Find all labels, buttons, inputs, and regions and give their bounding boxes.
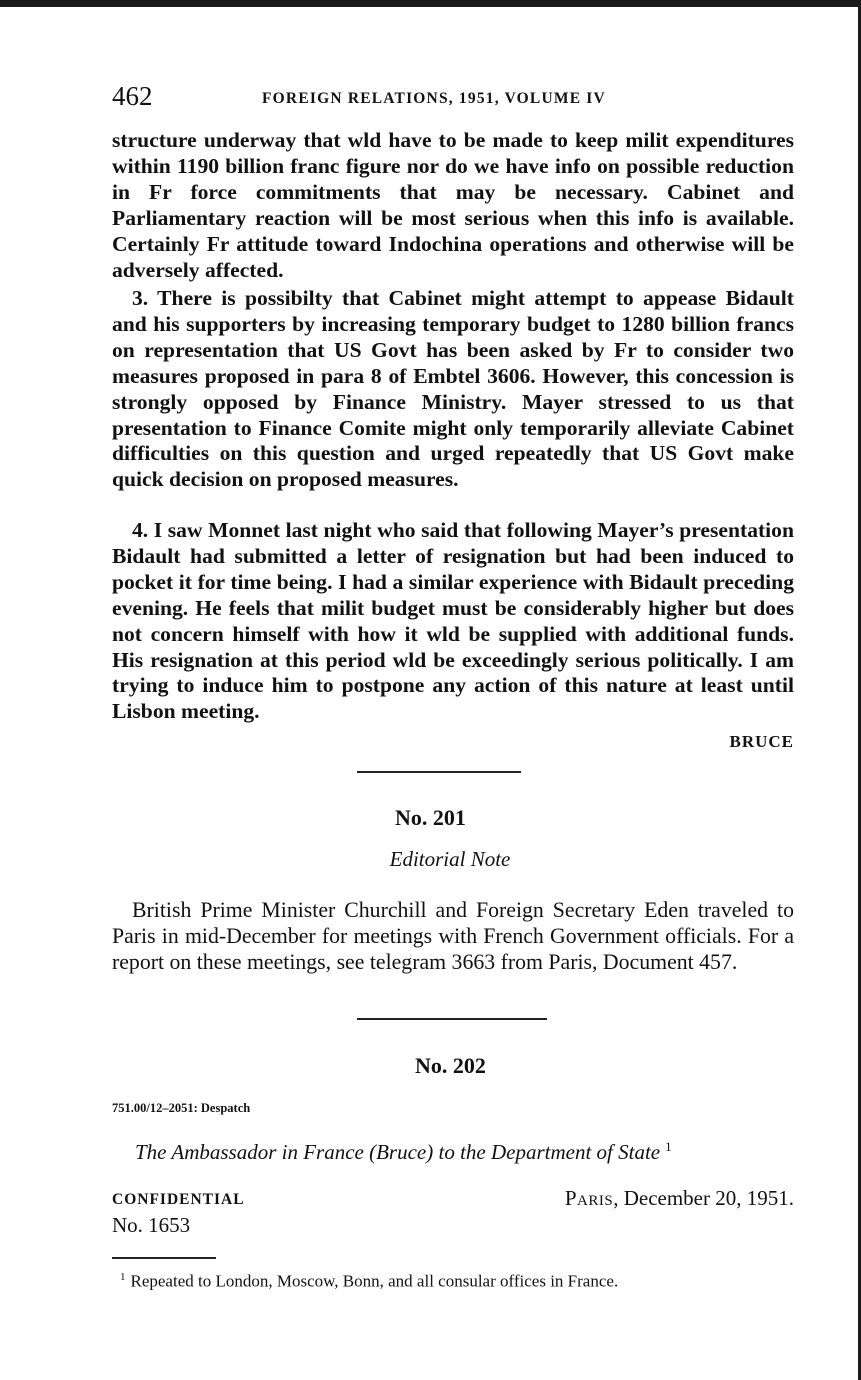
footnote-text: Repeated to London, Moscow, Bonn, and all consular offices in France. <box>130 1271 619 1291</box>
paragraph-4: 4. I saw Monnet last night who said that following Mayer’s presentation Bidault had submitted a letter of resignation but had been induced to pocket it for time being. I had a similar experience with Bidault preceding evening. He feels that milit budget must be considerably higher but does not concern himself with how it wld be supplied with additional funds. His resignation at this period wld be exceedingly serious politically. I am trying to induce him to postpone any action of this nature at least until Lisbon meeting. <box>112 518 794 724</box>
page-top-edge <box>0 0 861 7</box>
paragraph-3: 3. There is possibilty that Cabinet might attempt to appease Bidault and his supporters by increasing temporary budget to 1280 billion francs on representation that US Govt has been asked by Fr to consider two measures proposed in para 8 of Embtel 3606. However, this concession is strongly opposed by Finance Ministry. Mayer stressed to us that presentation to Finance Comite might only temporarily alleviate Cabinet difficulties on this question and urged repeatedly that US Govt make quick decision on proposed measures. <box>112 286 794 492</box>
document-number-202: No. 202 <box>415 1053 486 1078</box>
running-head: FOREIGN RELATIONS, 1951, VOLUME IV <box>262 90 606 107</box>
section-divider <box>357 1018 547 1020</box>
editorial-note-heading: Editorial Note <box>389 847 511 871</box>
despatch-number: No. 1653 <box>112 1213 191 1237</box>
date-text: , December 20, 1951. <box>613 1186 794 1210</box>
page-header <box>112 80 794 114</box>
place-name: Paris <box>564 1186 614 1210</box>
section-divider <box>357 771 521 773</box>
document-number-201: No. 201 <box>395 805 466 830</box>
document-title <box>135 1134 672 1165</box>
document-title-text: The Ambassador in France (Bruce) to the Department of State <box>135 1140 661 1164</box>
footnote-marker: 1 <box>665 1139 672 1154</box>
file-reference: 751.00/12–2051: Despatch <box>112 1101 251 1115</box>
signature: BRUCE <box>729 732 794 751</box>
footnote-divider <box>112 1257 216 1259</box>
classification: CONFIDENTIAL <box>112 1191 245 1208</box>
page-number: 462 <box>112 81 153 111</box>
footnote <box>120 1266 618 1293</box>
place-date <box>565 1185 794 1211</box>
footnote-mark: 1 <box>120 1271 126 1283</box>
editorial-note-text: British Prime Minister Churchill and Foreign Secretary Eden traveled to Paris in mid-December for meetings with French Government officials. For a report on these meetings, see telegram 3663 from Paris, Document 457. <box>112 898 794 974</box>
paragraph-continuation: structure underway that wld have to be made to keep milit expenditures within 1190 billion franc figure nor do we have info on possible reduction in Fr force commitments that may be necessary. Cabinet and Parliamentary reaction will be most serious when this info is available. Certainly Fr attitude toward Indochina operations and otherwise will be adversely affected. <box>112 128 794 282</box>
